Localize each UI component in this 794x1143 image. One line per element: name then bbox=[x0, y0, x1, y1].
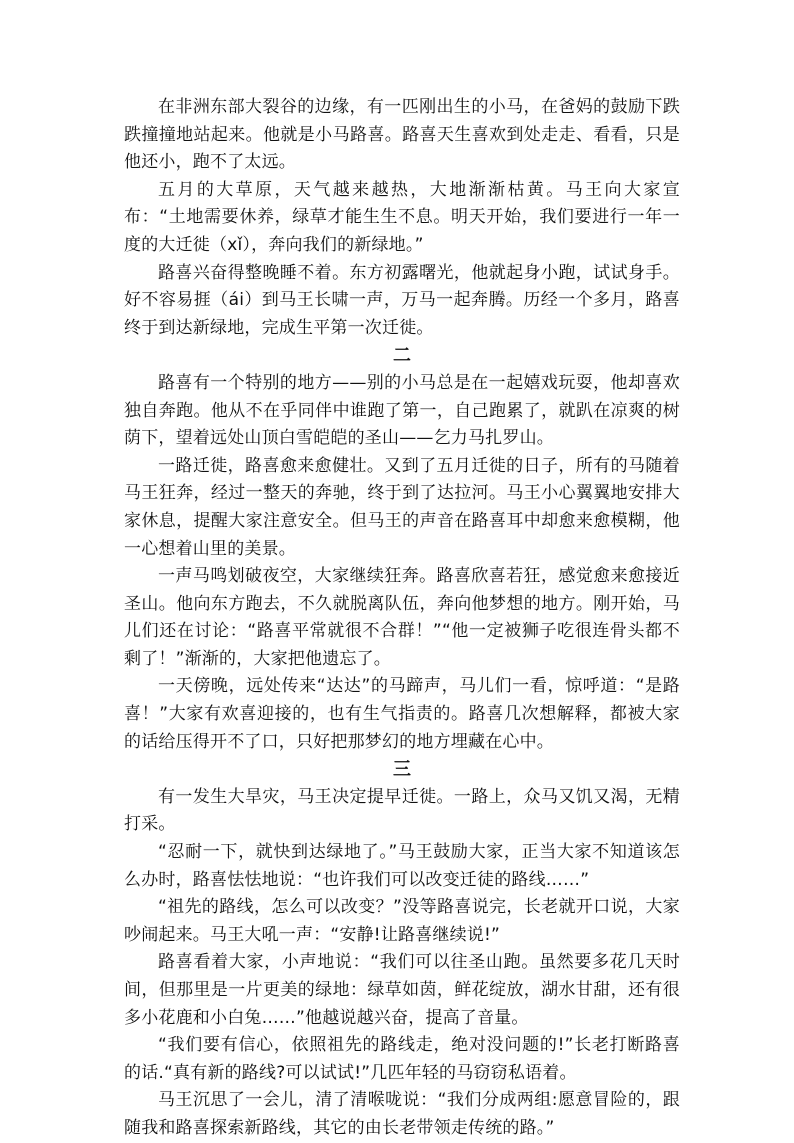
paragraph: 路喜看着大家，小声地说：“我们可以往圣山跑。虽然要多花几天时间，但那里是一片更美的绿地：绿草如茵，鲜花绽放，湖水甘甜，还有很多小花鹿和小白兔……”他越说越兴奋，提高了音量。 bbox=[124, 952, 680, 1028]
paragraph: 马王沉思了一会儿，清了清喉咙说：“我们分成两组:愿意冒险的，跟随我和路喜探索新路线，其它的由长老带领走传统的路。” bbox=[124, 1090, 680, 1138]
paragraph: 一天傍晚，远处传来“达达”的马蹄声，马儿们一看，惊呼道：“是路喜！”大家有欢喜迎接的，也有生气指责的。路喜几次想解释，都被大家的话给压得开不了口，只好把那梦幻的地方埋藏在心中。 bbox=[124, 676, 680, 752]
paragraph: 在非洲东部大裂谷的边缘，有一匹刚出生的小马，在爸妈的鼓励下跌跌撞撞地站起来。他就是小马路喜。路喜天生喜欢到处走走、看看，只是他还小，跑不了太远。 bbox=[124, 97, 680, 173]
paragraph: 一声马鸣划破夜空，大家继续狂奔。路喜欣喜若狂，感觉愈来愈接近圣山。他向东方跑去，不久就脱离队伍，奔向他梦想的地方。刚开始，马儿们还在讨论：“路喜平常就很不合群！”“他一定被狮子吃很连骨头都不剩了！”渐渐的，大家把他遗忘了。 bbox=[124, 566, 680, 669]
paragraph: 一路迁徙，路喜愈来愈健壮。又到了五月迁徙的日子，所有的马随着马王狂奔，经过一整天的奔驰，终于到了达拉河。马王小心翼翼地安排大家休息，提醒大家注意安全。但马王的声音在路喜耳中却愈来愈模糊，他一心想着山里的美景。 bbox=[124, 455, 680, 559]
section-heading: 三 bbox=[393, 759, 411, 781]
paragraph: “祖先的路线，怎么可以改变？”没等路喜说完，长老就开口说，大家吵闹起来。马王大吼一声：“安静!让路喜继续说!” bbox=[124, 897, 680, 945]
paragraph: 路喜兴奋得整晚睡不着。东方初露曙光，他就起身小跑，试试身手。好不容易捱（ái）到马王长啸一声，万马一起奔腾。历经一个多月，路喜终于到达新绿地，完成生平第一次迁徙。 bbox=[124, 262, 680, 338]
paragraph: 五月的大草原，天气越来越热，大地渐渐枯黄。马王向大家宣布：“土地需要休养，绿草才能生生不息。明天开始，我们要进行一年一度的大迁徙（xǐ），奔向我们的新绿地。” bbox=[124, 179, 680, 255]
section-heading: 二 bbox=[393, 345, 411, 367]
paragraph: 有一发生大旱灾，马王决定提早迁徙。一路上，众马又饥又渴，无精打采。 bbox=[124, 786, 680, 835]
paragraph: 路喜有一个特别的地方——别的小马总是在一起嬉戏玩耍，他却喜欢独自奔跑。他从不在乎同伴中谁跑了第一，自己跑累了，就趴在凉爽的树荫下，望着远处山顶白雪皑皑的圣山——乞力马扎罗山。 bbox=[124, 372, 680, 449]
paragraph: “忍耐一下，就快到达绿地了。”马王鼓励大家，正当大家不知道该怎么办时，路喜怯怯地说：“也许我们可以改变迁徒的路线……” bbox=[124, 842, 680, 890]
story-page bbox=[124, 94, 680, 1143]
paragraph: “我们要有信心，依照祖先的路线走，绝对没问题的!”长老打断路喜的话.“真有新的路线?可以试试!”几匹年轻的马窃窃私语着。 bbox=[124, 1035, 680, 1083]
